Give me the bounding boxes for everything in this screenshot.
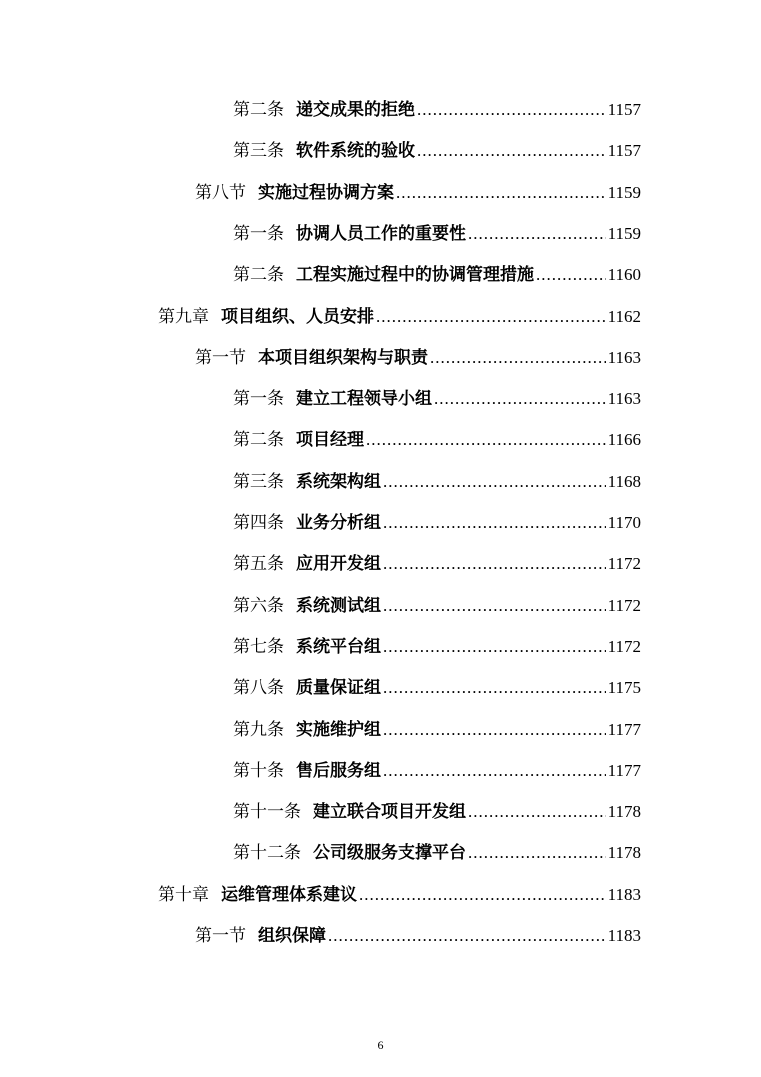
toc-entry[interactable] bbox=[195, 922, 641, 950]
toc-entry-title: 售后服务组 bbox=[296, 761, 381, 781]
toc-dot-leader bbox=[468, 220, 606, 248]
toc-dot-leader bbox=[383, 716, 606, 744]
toc-dot-leader bbox=[383, 757, 606, 785]
toc-dot-leader bbox=[383, 592, 606, 620]
toc-dot-leader bbox=[417, 137, 606, 165]
toc-entry-title: 应用开发组 bbox=[296, 554, 381, 574]
toc-entry-page: 1159 bbox=[607, 183, 641, 202]
toc-entry-page: 1172 bbox=[607, 596, 641, 615]
toc-entry-title: 实施维护组 bbox=[296, 720, 381, 740]
toc-entry[interactable] bbox=[233, 261, 641, 289]
toc-entry-title: 协调人员工作的重要性 bbox=[296, 224, 466, 244]
toc-dot-leader bbox=[430, 344, 606, 372]
toc-entry[interactable] bbox=[158, 881, 641, 909]
toc-entry-title: 组织保障 bbox=[258, 926, 326, 946]
toc-dot-leader bbox=[376, 303, 606, 331]
toc-entry-page: 1178 bbox=[607, 843, 641, 862]
toc-entry-number: 第八节 bbox=[195, 183, 246, 203]
toc-entry-number: 第十章 bbox=[158, 885, 209, 905]
toc-entry[interactable] bbox=[233, 220, 641, 248]
toc-entry[interactable] bbox=[233, 426, 641, 454]
toc-dot-leader bbox=[366, 426, 606, 454]
toc-entry-page: 1160 bbox=[607, 265, 641, 284]
toc-entry-title: 公司级服务支撑平台 bbox=[313, 843, 466, 863]
toc-entry-title: 软件系统的验收 bbox=[296, 141, 415, 161]
toc-entry-page: 1172 bbox=[607, 637, 641, 656]
toc-entry-page: 1159 bbox=[607, 224, 641, 243]
toc-dot-leader bbox=[383, 674, 606, 702]
toc-dot-leader bbox=[468, 839, 606, 867]
toc-entry-page: 1162 bbox=[607, 307, 641, 326]
toc-entry-page: 1178 bbox=[607, 802, 641, 821]
toc-entry[interactable] bbox=[195, 179, 641, 207]
toc-entry-number: 第十一条 bbox=[233, 802, 301, 822]
toc-entry-title: 本项目组织架构与职责 bbox=[258, 348, 428, 368]
page-number: 6 bbox=[377, 1038, 384, 1052]
toc-entry-page: 1166 bbox=[607, 430, 641, 449]
toc-dot-leader bbox=[383, 509, 606, 537]
toc-entry-number: 第四条 bbox=[233, 513, 284, 533]
toc-entry-number: 第八条 bbox=[233, 678, 284, 698]
toc-entry-page: 1157 bbox=[607, 100, 641, 119]
toc-entry-page: 1163 bbox=[607, 348, 641, 367]
toc-entry-title: 建立工程领导小组 bbox=[296, 389, 432, 409]
toc-dot-leader bbox=[383, 550, 606, 578]
toc-entry[interactable] bbox=[233, 757, 641, 785]
toc-entry[interactable] bbox=[233, 550, 641, 578]
toc-entry-title: 运维管理体系建议 bbox=[221, 885, 357, 905]
toc-dot-leader bbox=[383, 468, 606, 496]
toc-entry-number: 第十二条 bbox=[233, 843, 301, 863]
toc-entry[interactable] bbox=[233, 798, 641, 826]
toc-dot-leader bbox=[417, 96, 606, 124]
toc-entry-number: 第九条 bbox=[233, 720, 284, 740]
toc-entry-title: 业务分析组 bbox=[296, 513, 381, 533]
toc-entry[interactable] bbox=[233, 839, 641, 867]
toc-entry-title: 递交成果的拒绝 bbox=[296, 100, 415, 120]
toc-entry-number: 第二条 bbox=[233, 100, 284, 120]
toc-entry-page: 1175 bbox=[607, 678, 641, 697]
toc-entry-page: 1170 bbox=[607, 513, 641, 532]
toc-entry-title: 系统架构组 bbox=[296, 472, 381, 492]
toc-entry-number: 第十条 bbox=[233, 761, 284, 781]
toc-entry[interactable] bbox=[233, 468, 641, 496]
toc-entry-number: 第九章 bbox=[158, 307, 209, 327]
toc-entry-title: 质量保证组 bbox=[296, 678, 381, 698]
toc-entry-page: 1183 bbox=[607, 926, 641, 945]
toc-entry-number: 第二条 bbox=[233, 265, 284, 285]
toc-entry-number: 第一节 bbox=[195, 926, 246, 946]
toc-entry-number: 第七条 bbox=[233, 637, 284, 657]
toc-entry-number: 第一条 bbox=[233, 389, 284, 409]
toc-entry[interactable] bbox=[233, 96, 641, 124]
toc-entry-number: 第二条 bbox=[233, 430, 284, 450]
toc-entry-page: 1177 bbox=[607, 720, 641, 739]
toc-entry-page: 1183 bbox=[607, 885, 641, 904]
toc-entry[interactable] bbox=[233, 674, 641, 702]
toc-entry-page: 1172 bbox=[607, 554, 641, 573]
toc-entry-number: 第五条 bbox=[233, 554, 284, 574]
toc-entry[interactable] bbox=[233, 633, 641, 661]
toc-dot-leader bbox=[536, 261, 606, 289]
toc-entry-number: 第三条 bbox=[233, 472, 284, 492]
toc-entry-title: 项目经理 bbox=[296, 430, 364, 450]
toc-entry[interactable] bbox=[233, 385, 641, 413]
toc-dot-leader bbox=[359, 881, 606, 909]
toc-entry[interactable] bbox=[195, 344, 641, 372]
toc-entry[interactable] bbox=[233, 137, 641, 165]
toc-entry-page: 1163 bbox=[607, 389, 641, 408]
toc-dot-leader bbox=[328, 922, 606, 950]
toc-entry-page: 1157 bbox=[607, 141, 641, 160]
toc-entry[interactable] bbox=[233, 716, 641, 744]
toc-entry-page: 1177 bbox=[607, 761, 641, 780]
toc-entry-title: 工程实施过程中的协调管理措施 bbox=[296, 265, 534, 285]
toc-entry-title: 系统测试组 bbox=[296, 596, 381, 616]
toc-entry-title: 实施过程协调方案 bbox=[258, 183, 394, 203]
toc-entry[interactable] bbox=[233, 592, 641, 620]
toc-dot-leader bbox=[434, 385, 606, 413]
toc-dot-leader bbox=[383, 633, 606, 661]
toc-entry-number: 第一节 bbox=[195, 348, 246, 368]
toc-entry-page: 1168 bbox=[607, 472, 641, 491]
toc-dot-leader bbox=[468, 798, 606, 826]
toc-entry-number: 第六条 bbox=[233, 596, 284, 616]
toc-entry-number: 第三条 bbox=[233, 141, 284, 161]
toc-entry-title: 建立联合项目开发组 bbox=[313, 802, 466, 822]
toc-entry-number: 第一条 bbox=[233, 224, 284, 244]
toc-entry-title: 项目组织、人员安排 bbox=[221, 307, 374, 327]
toc-entry-title: 系统平台组 bbox=[296, 637, 381, 657]
toc-entry[interactable] bbox=[233, 509, 641, 537]
toc-dot-leader bbox=[396, 179, 606, 207]
toc-entry[interactable] bbox=[158, 303, 641, 331]
